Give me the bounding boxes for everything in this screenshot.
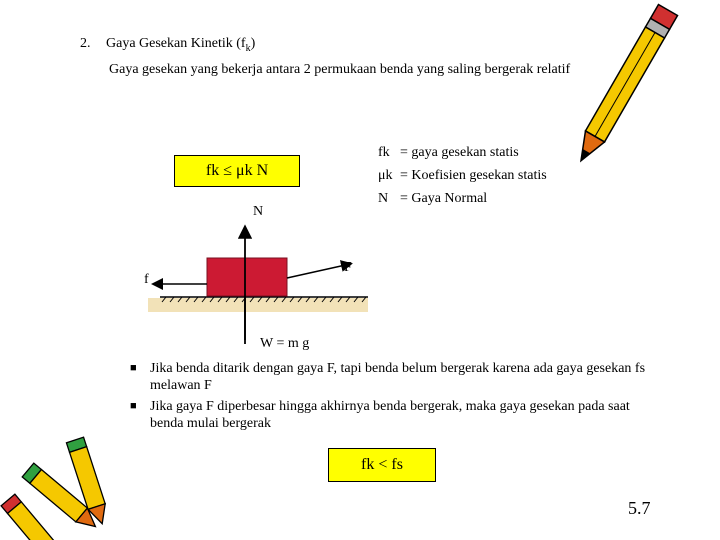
legend-desc: = gaya gesekan statis (400, 145, 519, 160)
bullet-square-icon: ■ (130, 400, 137, 412)
section-title: Gaya Gesekan Kinetik (f (106, 36, 246, 51)
formula-rhs: μk N (235, 162, 269, 179)
legend-sym: fk (378, 145, 390, 160)
section-number: 2. (80, 36, 91, 51)
legend-sym: N (378, 191, 389, 206)
result-rhs: fs (391, 456, 403, 473)
section-title-close: ) (250, 36, 256, 51)
weight-label: W = m g (260, 336, 310, 351)
legend-desc: = Koefisien gesekan statis (400, 168, 547, 183)
formula-lhs: fk (205, 162, 220, 179)
bullet-text: Jika benda ditarik dengan gaya F, tapi benda belum bergerak karena ada gaya gesekan fs melawan F (150, 361, 646, 393)
intro-text: Gaya gesekan yang bekerja antara 2 permukaan benda yang saling bergerak relatif (109, 62, 571, 77)
force-label: F (344, 260, 352, 275)
formula-op: ≤ (223, 162, 232, 179)
legend-desc: = Gaya Normal (400, 191, 488, 206)
bullet-square-icon: ■ (130, 362, 137, 374)
friction-label: f (144, 272, 149, 287)
normal-label: N (253, 204, 264, 219)
page-number: 5.7 (628, 498, 651, 518)
legend-sym: μk (378, 168, 393, 183)
result-lhs: fk (361, 456, 375, 473)
section-title-sub: k (245, 42, 251, 54)
bullet-text: Jika gaya F diperbesar hingga akhirnya benda bergerak, maka gaya gesekan pada saat benda mulai bergerak (150, 399, 630, 431)
result-op: < (378, 456, 388, 473)
